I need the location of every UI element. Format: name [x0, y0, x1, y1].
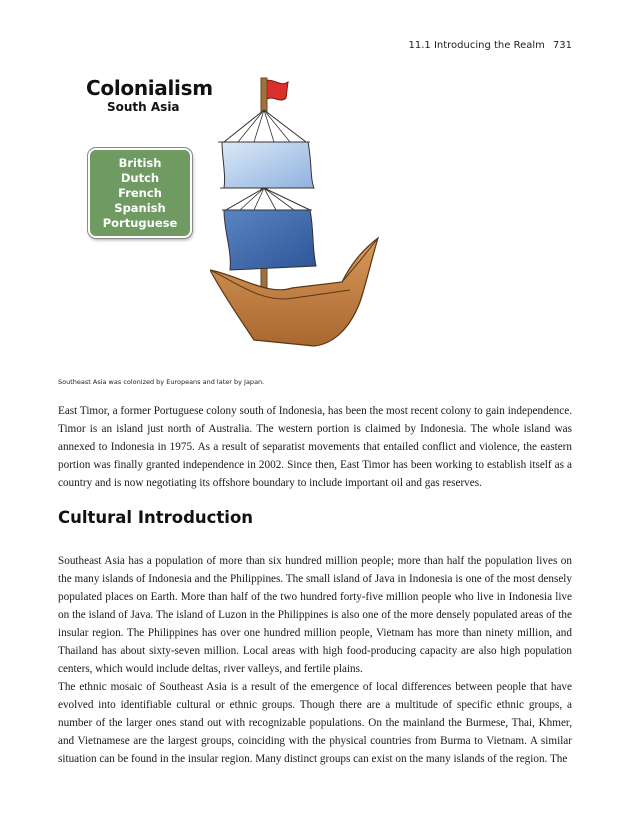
colonizer-legend [88, 148, 192, 238]
rigging-top [224, 110, 306, 142]
legend-item: Spanish [114, 200, 166, 215]
section-heading: Cultural Introduction [58, 508, 254, 527]
intro-paragraph: East Timor, a former Portuguese colony south of Indonesia, has been the most recent colony to gain independence. Timor is an island just north of Australia. The western portion is claimed by Indonesia. The whole island was annexed to Indonesia in 1975. As a result of separatist movements that entailed conflict and violence, the eastern portion was finally granted independence in 2002. Since then, East Timor has been working to establish itself as a country and is now negotiating its offshore boundary to include important oil and gas reserves. [58, 405, 572, 489]
figure-title: Colonialism [86, 76, 213, 100]
figure-caption: Southeast Asia was colonized by Europeans and later by Japan. [58, 378, 265, 386]
legend-item: French [118, 185, 162, 200]
sailing-ship-illustration [210, 70, 390, 360]
legend-item: Dutch [120, 170, 160, 185]
colonialism-figure [58, 60, 388, 370]
figure-subtitle: South Asia [107, 100, 180, 114]
legend-item: Portuguese [102, 215, 178, 230]
body-paragraph: The ethnic mosaic of Southeast Asia is a result of the emergence of local differences between people that have evolved into identifiable cultural or ethnic groups. Though there are a multitude of specific ethnic groups, a number of the larger ones stand out with recognizable populations. On the mainland the Burmese, Thai, Khmer, and Vietnamese are the largest groups, coinciding with the physical countries from Burma to Vietnam. A similar situation can be found in the insular region. Many distinct groups can exist on the many islands of the region. The [58, 681, 572, 765]
body-paragraph: Southeast Asia has a population of more than six hundred million people; more than half the population lives on the many islands of Indonesia and the Philippines. The small island of Java in Indonesia is one of the most densely populated places on Earth. More than half of the two hundred forty-five million people who live in Indonesia live on the island of Java. The island of Luzon in the Philippines is also one of the more densely populated areas of the insular region. The Philippines has over one hundred million people, Vietnam has more than ninety million, and Thailand has about sixty-seven million. Local areas with high food-producing capacity are also high population centers, which would include deltas, river valleys, and fertile plains. [58, 555, 572, 675]
upper-sail [222, 142, 314, 188]
running-head: 11.1 Introducing the Realm [408, 40, 545, 51]
page-header [409, 40, 572, 51]
flag-icon [264, 80, 288, 100]
legend-item: British [118, 155, 162, 170]
lower-sail [224, 210, 316, 270]
page-number: 731 [552, 40, 572, 51]
